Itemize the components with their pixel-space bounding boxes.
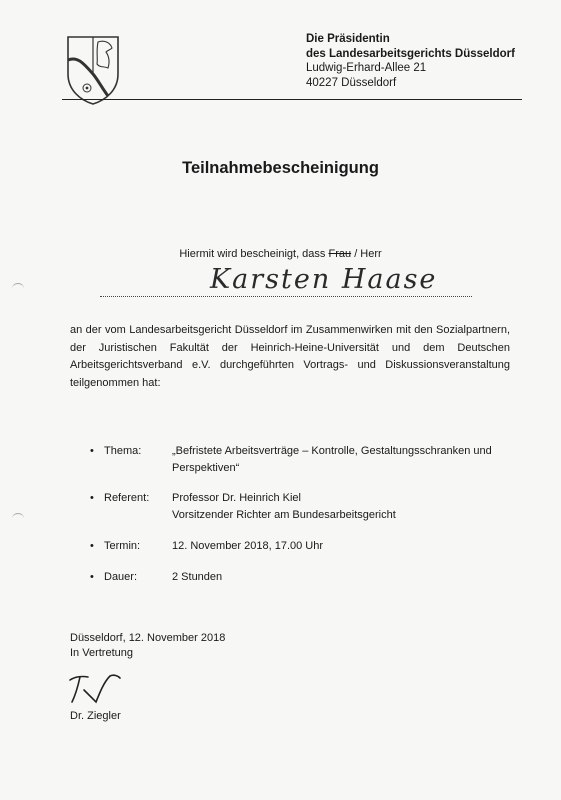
certify-prefix: Hiermit wird bescheinigt, dass — [179, 248, 326, 260]
certify-salutation: / Herr — [354, 248, 382, 260]
punch-hole-mark — [12, 283, 24, 294]
bullet-icon: • — [90, 571, 94, 583]
name-dotted-line — [100, 296, 472, 297]
detail-value: „Befristete Arbeitsverträge – Kontrolle, Gestaltungsschranken und Perspektiven“ — [172, 445, 492, 474]
detail-label: Termin: — [104, 540, 141, 552]
detail-label: Dauer: — [104, 571, 138, 583]
document-title: Teilnahmebescheinigung — [182, 159, 379, 177]
place-date: Düsseldorf, 12. November 2018 — [70, 632, 226, 644]
certificate-body-text: an der vom Landesarbeitsgericht Düsseldorf im Zusammenwirken mit den Sozialpartnern, der Juristischen Fakultät der Heinrich-Heine-Universität und dem Deutschen Arbeitsgerichtsverband e.V. durchgeführten Vortrags- und Diskussionsveranstaltung teilgenommen hat: — [70, 324, 510, 389]
detail-value: 12. November 2018, 17.00 Uhr — [172, 540, 324, 552]
detail-value-line2: Vorsitzender Richter am Bundesarbeitsgericht — [172, 509, 396, 521]
participant-name-handwritten: Karsten Haase — [210, 264, 438, 295]
issuer-city: 40227 Düsseldorf — [306, 76, 397, 89]
detail-label: Referent: — [104, 492, 150, 504]
certify-struck-salutation: Frau — [328, 248, 352, 260]
bullet-icon: • — [90, 445, 94, 457]
bullet-icon: • — [90, 492, 94, 504]
bullet-icon: • — [90, 540, 94, 552]
punch-hole-mark — [12, 513, 24, 524]
on-behalf-note: In Vertretung — [70, 647, 133, 659]
closing-block — [70, 631, 225, 661]
detail-label: Thema: — [104, 445, 142, 457]
issuer-address — [306, 32, 515, 90]
signer-name: Dr. Ziegler — [70, 710, 121, 722]
detail-value: 2 Stunden — [172, 571, 223, 583]
issuer-court: des Landesarbeitsgerichts Düsseldorf — [306, 47, 515, 60]
issuer-title: Die Präsidentin — [306, 33, 390, 45]
nrw-coat-of-arms-icon — [64, 34, 122, 106]
certification-line — [0, 248, 561, 260]
handwritten-signature-icon — [66, 668, 126, 706]
issuer-street: Ludwig-Erhard-Allee 21 — [306, 62, 427, 74]
header-rule — [62, 99, 522, 100]
detail-value: Professor Dr. Heinrich Kiel — [172, 492, 301, 504]
